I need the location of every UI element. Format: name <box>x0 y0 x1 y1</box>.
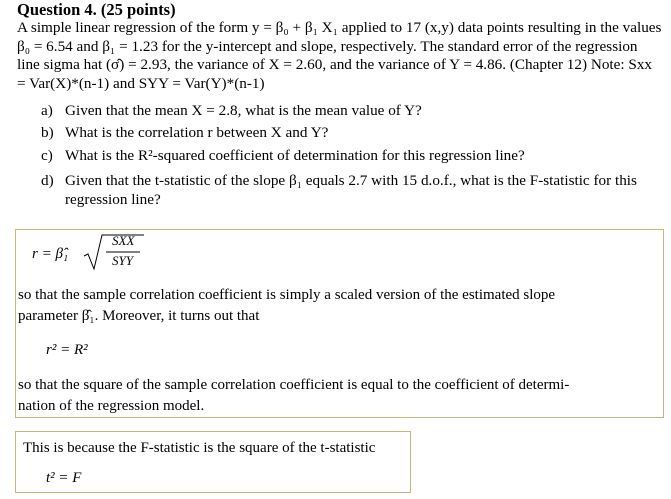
formula-denominator: SYY <box>112 253 133 268</box>
answer-box-fstat <box>15 431 411 493</box>
formula-r2: r² = R² <box>46 342 88 358</box>
item-label: b) <box>41 124 54 141</box>
item-text: Given that the mean X = 2.8, what is the mean value of Y? <box>65 102 422 119</box>
text-line: This is because the F-statistic is the square of the t-statistic <box>23 440 376 456</box>
formula-t2: t² = F <box>46 470 82 486</box>
item-label: a) <box>41 102 53 119</box>
formula-r: r = β̂₁ <box>32 246 69 262</box>
question-paragraph: A simple linear regression of the form y = β₀ + β₁ X₁ applied to 17 (x,y) data points resulting in the values β₀ = 6.54 and β₁ = 1.23 for the y-intercept and slope, respectively. The standard error of the regression line sigma hat (σ̂) = 2.93, the variance of X = 2.60, and the variance of Y = 4.86. (Chapter 12) Note: Sxx = Var(X)*(n-1) and SYY = Var(Y)*(n-1) <box>17 19 662 92</box>
answer-box-correlation <box>15 229 664 418</box>
item-label: d) <box>41 172 54 189</box>
text-line: nation of the regression model. <box>18 398 205 414</box>
formula-numerator: SXX <box>112 233 135 248</box>
text-line: parameter β̂₁. Moreover, it turns out that <box>18 308 260 324</box>
question-heading: Question 4. (25 points) <box>17 0 176 19</box>
text-line: so that the sample correlation coefficient is simply a scaled version of the estimated slope <box>18 287 556 303</box>
text-line: so that the square of the sample correlation coefficient is equal to the coefficient of determi- <box>18 377 570 393</box>
item-label: c) <box>41 147 53 164</box>
item-text: What is the correlation r between X and Y? <box>65 124 329 141</box>
item-text: Given that the t-statistic of the slope β₁ equals 2.7 with 15 d.o.f., what is the F-statistic for this regression line? <box>65 172 637 208</box>
item-text: What is the R²-squared coefficient of determination for this regression line? <box>65 147 525 164</box>
